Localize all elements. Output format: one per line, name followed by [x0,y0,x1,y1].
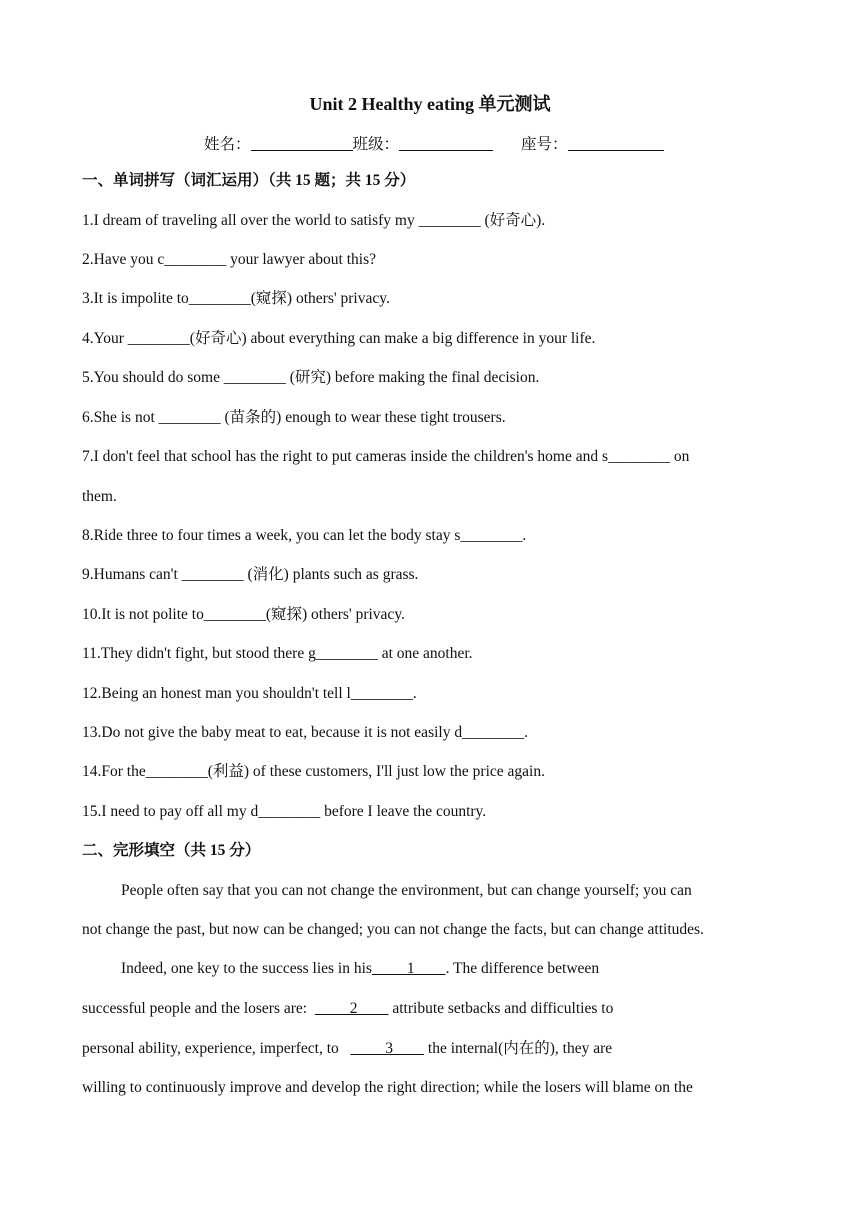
question-12: 12.Being an honest man you shouldn't tell l________. [82,685,417,702]
student-info-row [204,134,664,156]
passage-line-3-text-b: . The difference between [445,960,600,977]
question-13: 13.Do not give the baby meat to eat, because it is not easily d________. [82,724,528,741]
passage-line-3-text-a: Indeed, one key to the success lies in his [121,960,372,977]
cloze-blank-3[interactable]: 3 [350,1040,425,1057]
question-8: 8.Ride three to four times a week, you can let the body stay s________. [82,527,527,544]
question-7-continued: them. [82,488,117,505]
question-9: 9.Humans can't ________ (消化) plants such as grass. [82,566,419,583]
question-3: 3.It is impolite to________(窥探) others' privacy. [82,290,390,307]
question-14: 14.For the________(利益) of these customers, I'll just low the price again. [82,763,545,780]
section1-heading: 一、单词拼写（词汇运用）（共 15 题；共 15 分） [82,172,416,189]
passage-line-4-text-b: attribute setbacks and difficulties to [388,1000,614,1017]
passage-line-5-text-b: the internal(内在的), they are [424,1040,613,1057]
question-4: 4.Your ________(好奇心) about everything can make a big difference in your life. [82,330,596,347]
passage-line-6: willing to continuously improve and develop the right direction; while the losers will blame on the [82,1079,693,1096]
passage-line-3 [121,958,599,980]
seat-blank[interactable] [568,134,664,151]
seat-label: 座号： [521,136,568,153]
passage-line-1: People often say that you can not change the environment, but can change yourself; you can [121,882,692,899]
passage-line-5-text-a: personal ability, experience, imperfect, to [82,1040,351,1057]
section2-heading: 二、完形填空（共 15 分） [82,842,261,859]
question-1: 1.I dream of traveling all over the world to satisfy my ________ (好奇心). [82,212,546,229]
question-6: 6.She is not ________ (苗条的) enough to wear these tight trousers. [82,409,506,426]
passage-line-2: not change the past, but now can be changed; you can not change the facts, but can change attitudes. [82,921,704,938]
question-11: 11.They didn't fight, but stood there g________ at one another. [82,645,473,662]
class-blank[interactable] [399,134,493,151]
cloze-blank-2[interactable]: 2 [314,1000,389,1017]
passage-line-4 [82,998,613,1020]
question-10: 10.It is not polite to________(窥探) others' privacy. [82,606,405,623]
question-15: 15.I need to pay off all my d________ before I leave the country. [82,803,487,820]
question-2: 2.Have you c________ your lawyer about this? [82,251,377,268]
passage-line-4-text-a: successful people and the losers are: [82,1000,315,1017]
class-label: 班级： [352,136,400,153]
name-label: 姓名： [204,136,251,153]
question-7: 7.I don't feel that school has the right to put cameras inside the children's home and s________ on [82,448,690,465]
name-blank[interactable] [251,134,353,151]
page-title: Unit 2 Healthy eating 单元测试 [309,94,551,114]
question-5: 5.You should do some ________ (研究) before making the final decision. [82,369,540,386]
passage-line-5 [82,1038,612,1060]
cloze-blank-1[interactable]: 1 [371,960,446,977]
